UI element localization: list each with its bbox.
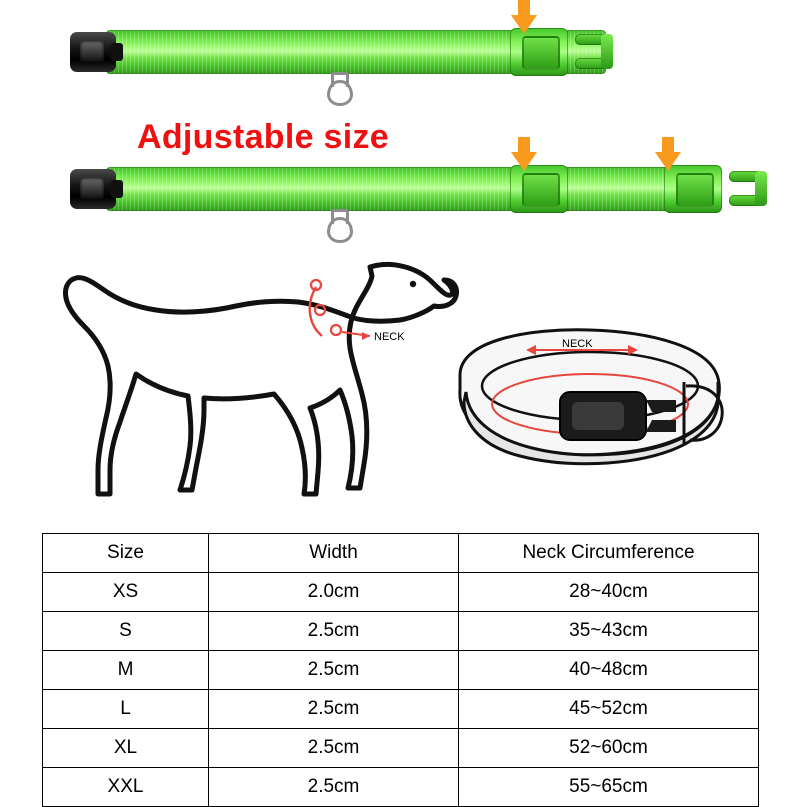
collar-strap xyxy=(106,167,718,211)
cell-size: M xyxy=(43,651,209,690)
collar-end-clip-icon xyxy=(70,169,116,209)
cell-width: 2.5cm xyxy=(209,612,459,651)
buckle-prongs-icon xyxy=(729,167,769,211)
buckle-icon xyxy=(510,165,568,213)
cell-width: 2.5cm xyxy=(209,729,459,768)
column-header-width: Width xyxy=(209,534,459,573)
d-ring-icon xyxy=(324,72,350,102)
dog-outline-diagram xyxy=(40,232,460,522)
cell-neck: 45~52cm xyxy=(459,690,759,729)
table-row xyxy=(43,729,759,768)
table-row xyxy=(43,768,759,807)
table-row xyxy=(43,651,759,690)
table-row xyxy=(43,573,759,612)
collar-illustration-long xyxy=(70,167,790,211)
collar-illustration-short xyxy=(70,30,640,74)
table-row xyxy=(43,612,759,651)
cell-size: XL xyxy=(43,729,209,768)
cell-neck: 35~43cm xyxy=(459,612,759,651)
column-header-neck: Neck Circumference xyxy=(459,534,759,573)
cell-size: XS xyxy=(43,573,209,612)
collar-closeup-diagram xyxy=(440,320,750,500)
down-arrow-icon-left xyxy=(511,137,537,171)
cell-width: 2.5cm xyxy=(209,651,459,690)
buckle-icon-second xyxy=(664,165,722,213)
cell-width: 2.0cm xyxy=(209,573,459,612)
down-arrow-icon-top xyxy=(511,0,537,34)
cell-neck: 40~48cm xyxy=(459,651,759,690)
cell-width: 2.5cm xyxy=(209,690,459,729)
cell-size: S xyxy=(43,612,209,651)
collar-end-clip-icon xyxy=(70,32,116,72)
cell-neck: 52~60cm xyxy=(459,729,759,768)
cell-neck: 28~40cm xyxy=(459,573,759,612)
neck-label-dog: NECK xyxy=(374,331,405,343)
cell-width: 2.5cm xyxy=(209,768,459,807)
cell-neck: 55~65cm xyxy=(459,768,759,807)
page-title: Adjustable size xyxy=(137,118,390,156)
cell-size: L xyxy=(43,690,209,729)
table-row xyxy=(43,690,759,729)
cell-size: XXL xyxy=(43,768,209,807)
buckle-prongs-icon xyxy=(575,30,615,74)
down-arrow-icon-right xyxy=(655,137,681,171)
column-header-size: Size xyxy=(43,534,209,573)
size-table xyxy=(42,533,759,807)
table-header-row xyxy=(43,534,759,573)
neck-label-collar: NECK xyxy=(562,338,593,350)
buckle-icon xyxy=(510,28,568,76)
